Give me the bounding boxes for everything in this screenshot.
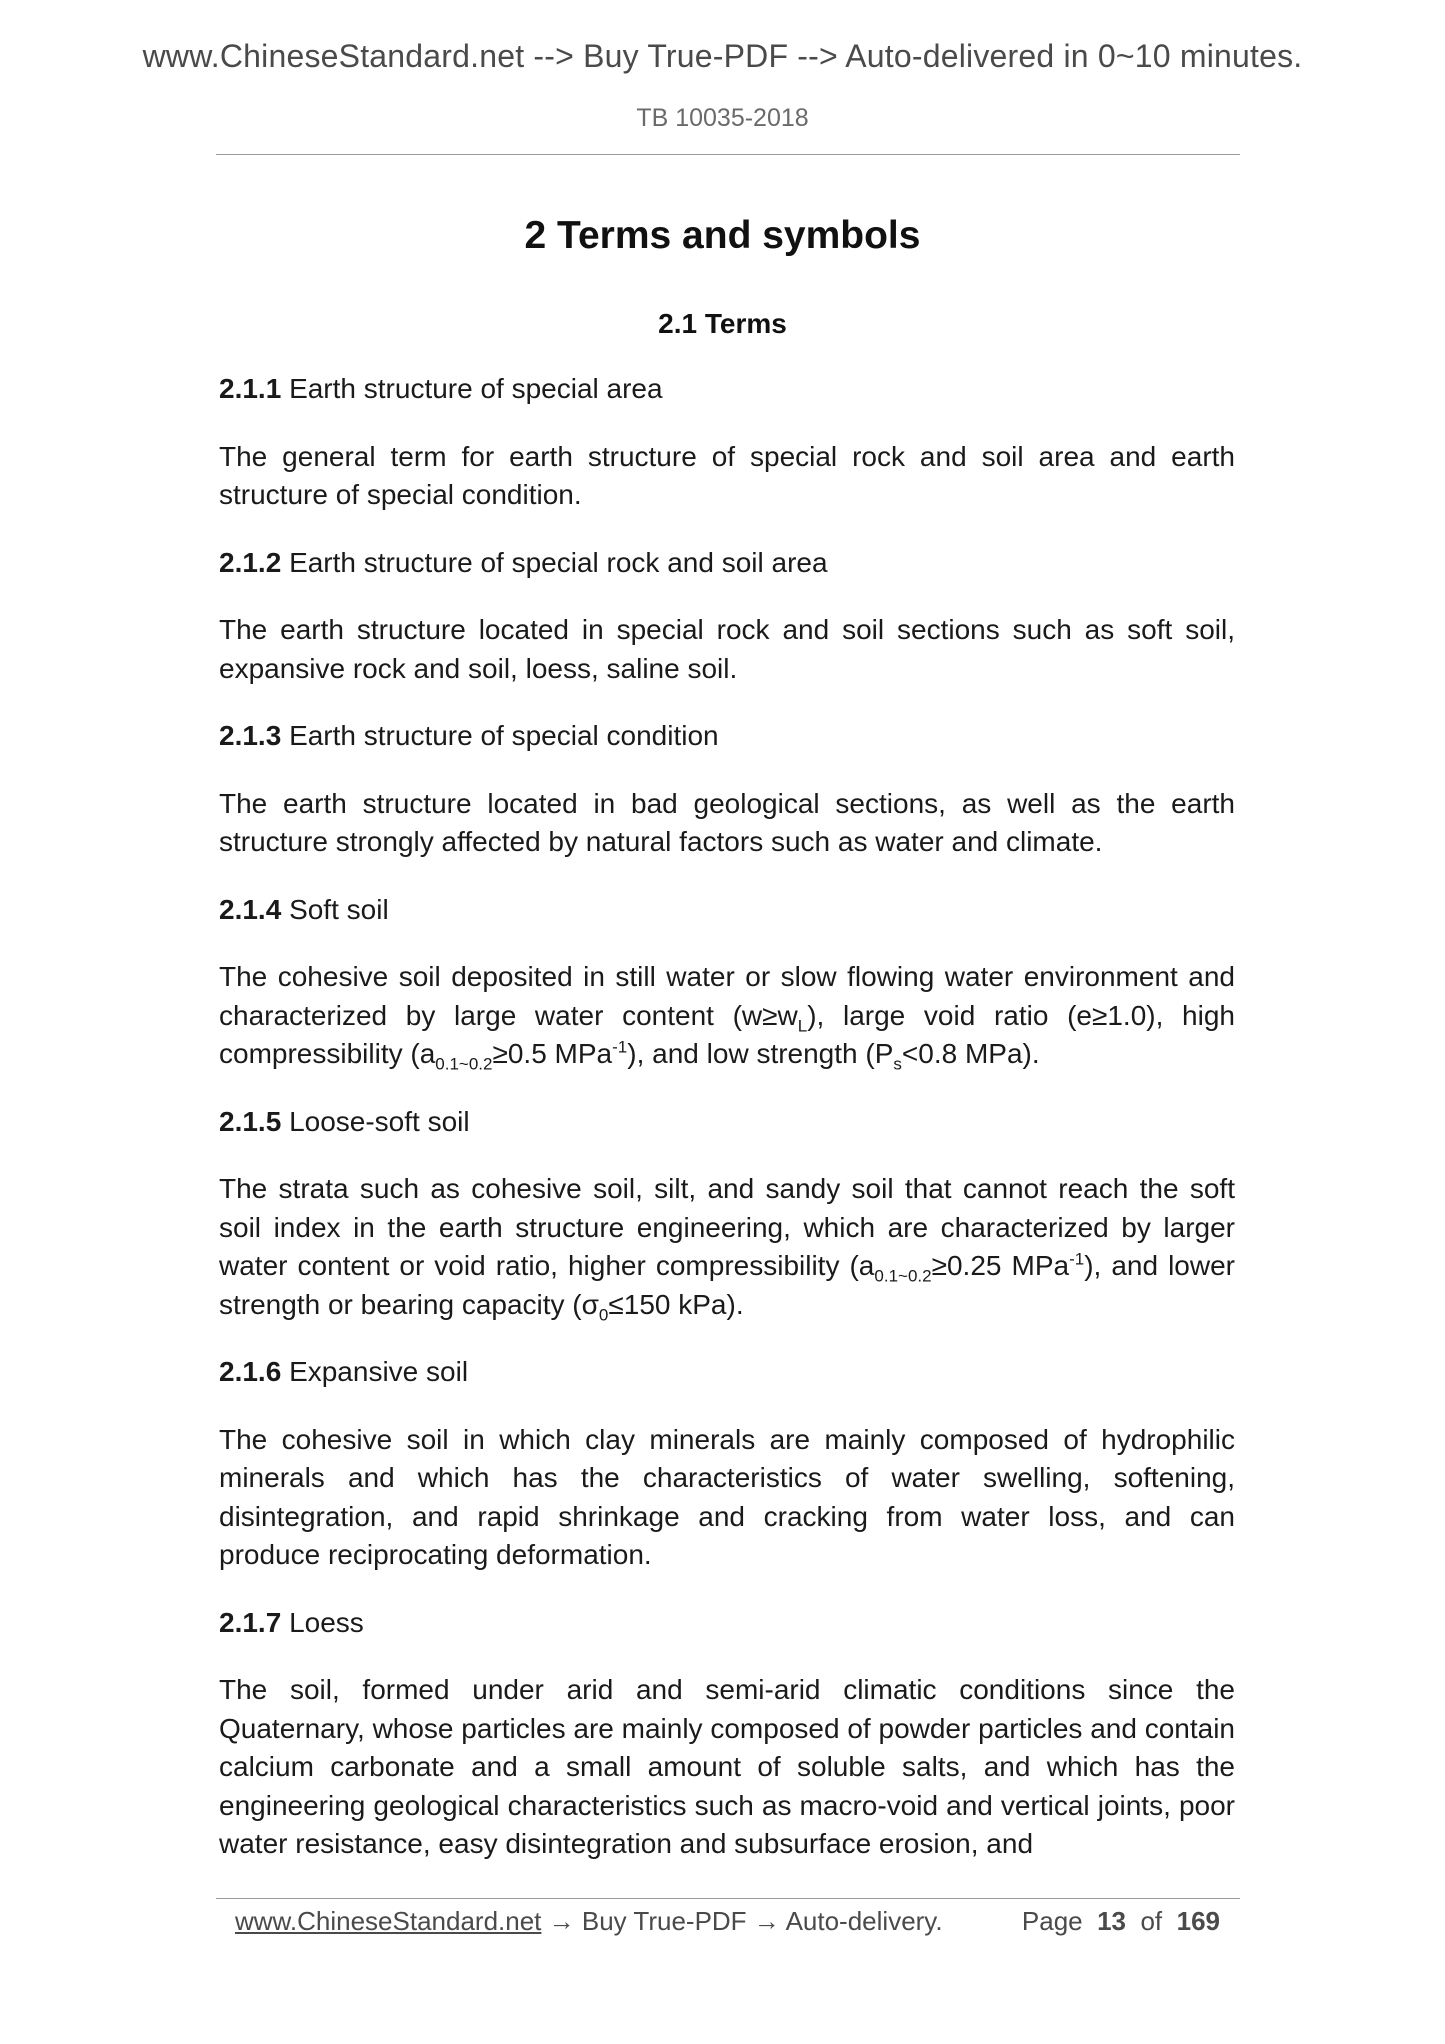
footer-divider [216, 1898, 1240, 1899]
total-pages: 169 [1176, 1906, 1220, 1936]
subscript: L [797, 1016, 808, 1036]
term-heading [219, 544, 1235, 583]
term-number: 2.1.3 [219, 720, 282, 751]
term-definition: The soil, formed under arid and semi-arid climatic conditions since the Quaternary, whose particles are mainly composed of powder particles and contain calcium carbonate and a small amount of soluble salts, and which has the engineering geological characteristics such as macro-void and vertical joints, poor water resistance, easy disintegration and subsurface erosion, and [219, 1674, 1235, 1859]
section-title: 2.1 Terms [658, 308, 787, 339]
page-footer [235, 1906, 1220, 1937]
of-label: of [1140, 1906, 1163, 1936]
term-name: Earth structure of special rock and soil area [289, 546, 828, 578]
page-label: Page [1021, 1906, 1083, 1936]
superscript: -1 [612, 1037, 628, 1057]
term-definition [219, 1170, 1235, 1324]
term-name: Earth structure of special condition [289, 720, 719, 751]
document-code: TB 10035-2018 [636, 104, 809, 132]
term-number: 2.1.1 [219, 373, 282, 404]
footer-link[interactable]: www.ChineseStandard.net [235, 1906, 542, 1936]
term-definition: The general term for earth structure of special rock and soil area and earth structure of special condition. [219, 440, 1235, 510]
term-definition: The earth structure located in special rock and soil sections such as soft soil, expansive rock and soil, loess, saline soil. [219, 614, 1235, 684]
top-banner: www.ChineseStandard.net --> Buy True-PDF --> Auto-delivered in 0~10 minutes. [142, 38, 1303, 74]
subscript: 0 [598, 1305, 609, 1325]
term-heading [219, 891, 1235, 930]
definition-text: ≤150 kPa). [608, 1288, 744, 1320]
definition-text: ), and lower strength or bearing capacity (σ [219, 1250, 1235, 1320]
term-heading [219, 1353, 1235, 1392]
term-definition [219, 958, 1235, 1074]
term-heading [219, 370, 1235, 409]
term-name: Loose-soft soil [289, 1105, 470, 1137]
subscript: 0.1~0.2 [874, 1266, 932, 1286]
term-number: 2.1.7 [219, 1606, 282, 1638]
page-indicator [1022, 1906, 1220, 1937]
definition-text: ), large void ratio (e≥1.0), high compressibility (a [219, 999, 1235, 1069]
term-heading [219, 1103, 1235, 1142]
subscript: s [893, 1054, 902, 1074]
header-divider [216, 154, 1240, 155]
subscript: 0.1~0.2 [435, 1054, 493, 1074]
term-name: Expansive soil [289, 1356, 469, 1387]
superscript: -1 [1069, 1249, 1085, 1269]
term-heading [219, 1604, 1235, 1643]
term-number: 2.1.4 [219, 893, 282, 925]
footer-promo [235, 1906, 943, 1937]
term-name: Earth structure of special area [289, 373, 663, 404]
terms-content [219, 370, 1235, 1893]
term-name: Soft soil [289, 893, 389, 925]
definition-text: The strata such as cohesive soil, silt, and sandy soil that cannot reach the soft soil index in the earth structure engineering, which are characterized by larger water content or void ratio, higher compressibility (a [219, 1173, 1235, 1281]
term-number: 2.1.2 [219, 546, 282, 578]
definition-text: ), and low strength (P [627, 1038, 894, 1069]
term-heading [219, 717, 1235, 756]
page-number: 13 [1097, 1906, 1127, 1936]
definition-text: ≥0.5 MPa [492, 1038, 613, 1069]
definition-text: The cohesive soil deposited in still water or slow flowing water environment and characterized by large water content (w≥w [219, 961, 1235, 1031]
chapter-title: 2 Terms and symbols [524, 214, 921, 257]
definition-text: ≥0.25 MPa [931, 1250, 1070, 1281]
term-number: 2.1.6 [219, 1356, 282, 1387]
term-definition: The earth structure located in bad geological sections, as well as the earth structure strongly affected by natural factors such as water and climate. [219, 787, 1235, 857]
term-definition: The cohesive soil in which clay minerals are mainly composed of hydrophilic minerals and which has the characteristics of water swelling, softening, disintegration, and rapid shrinkage and cracking from water loss, and can produce reciprocating deformation. [219, 1423, 1235, 1570]
term-name: Loess [289, 1606, 364, 1638]
term-number: 2.1.5 [219, 1105, 282, 1137]
definition-text: <0.8 MPa). [901, 1038, 1040, 1069]
footer-promo-text: → Buy True-PDF → Auto-delivery. [541, 1906, 943, 1936]
